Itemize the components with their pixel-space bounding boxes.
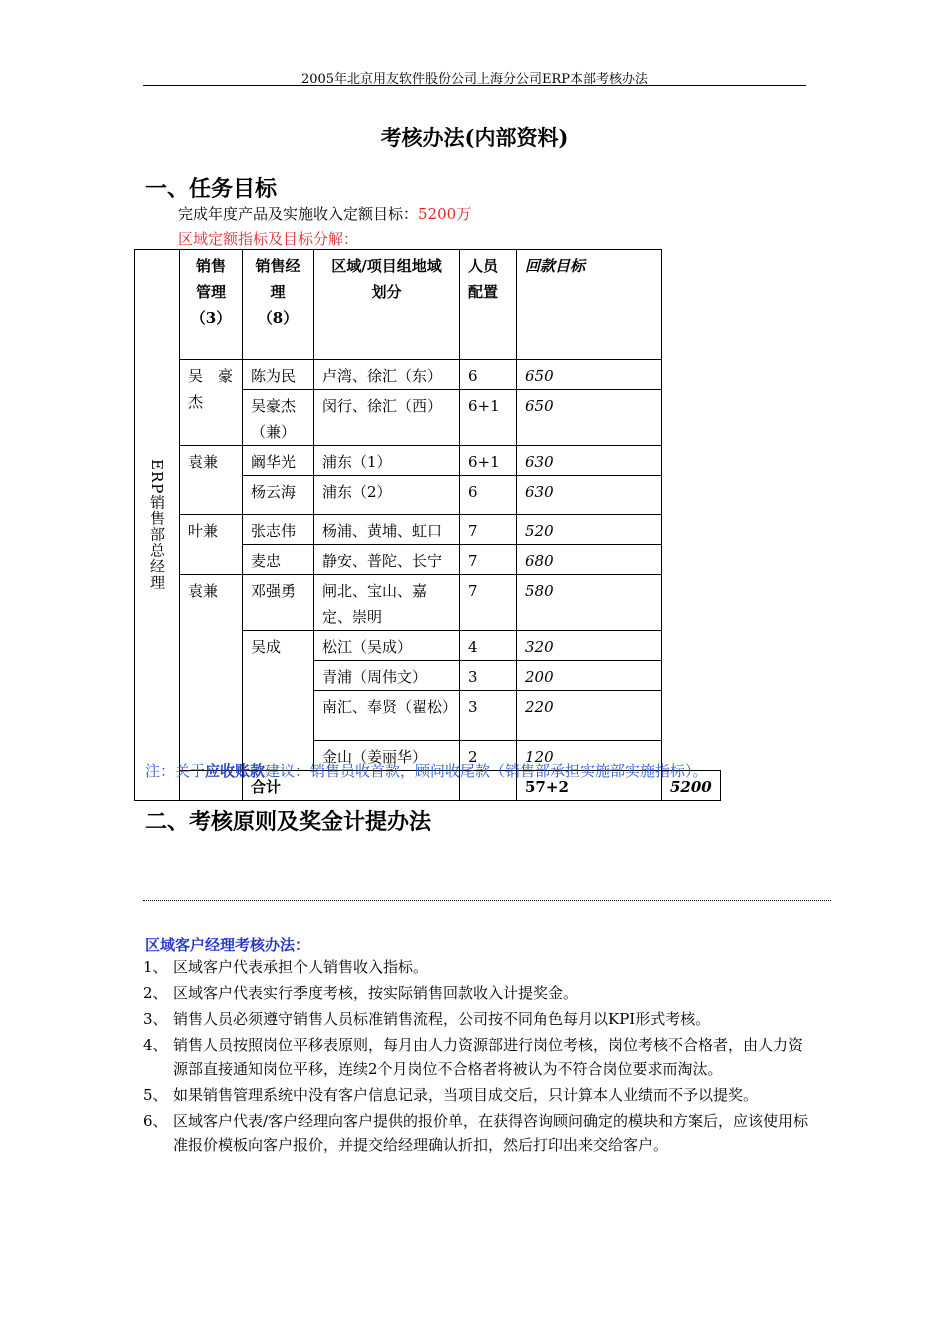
header-region: 区域/项目组地域 划分	[314, 250, 460, 360]
list-item: 5、 如果销售管理系统中没有客户信息记录，当项目成交后，只计算本人业绩而不予以提奖。	[143, 1086, 759, 1104]
manager-cell: 邓强勇	[243, 575, 314, 631]
target-cell: 200	[517, 661, 662, 691]
manager-cell: 阚华光	[243, 446, 314, 476]
quota-table	[134, 249, 721, 801]
staff-cell: 6	[460, 476, 517, 515]
staff-cell: 6+1	[460, 446, 517, 476]
staff-cell: 3	[460, 661, 517, 691]
target-line	[178, 203, 471, 224]
region-cell: 闵行、徐汇（西）	[314, 390, 460, 446]
manager-cell: 陈为民	[243, 360, 314, 390]
total-staff: 57+2	[517, 771, 662, 801]
staff-cell: 4	[460, 631, 517, 661]
section3-title: 区域客户经理考核办法：	[145, 936, 311, 954]
target-cell: 220	[517, 691, 662, 741]
manager-cell: 杨云海	[243, 476, 314, 515]
section1-heading: 一、任务目标	[145, 177, 278, 202]
list-item: 4、 销售人员按照岗位平移表原则，每月由人力资源部进行岗位考核，岗位考核不合格者，由人力资源部直接通知岗位平移，连续2个月岗位不合格者将被认为不符合岗位要求而淘汰。	[143, 1036, 804, 1078]
page-header: 2005年北京用友软件股份公司上海分公司ERP本部考核办法	[300, 72, 649, 87]
region-cell: 浦东（1）	[314, 446, 460, 476]
section2-heading: 二、考核原则及奖金计提办法	[145, 810, 432, 835]
target-value: 5200万	[418, 205, 472, 223]
total-target: 5200	[662, 771, 721, 801]
target-cell: 650	[517, 360, 662, 390]
manager-cell: 吴成	[243, 631, 314, 771]
note-suffix: 建议：销售员收首款，顾问收尾款（销售部承担实施部实施指标）。	[265, 762, 708, 780]
region-cell: 闸北、宝山、嘉定、崇明	[314, 575, 460, 631]
dotted-divider	[143, 900, 831, 901]
table-row	[135, 515, 721, 545]
group-cell: 袁兼	[180, 446, 243, 515]
table-header-row	[135, 250, 721, 360]
total-label: 合计	[243, 771, 460, 801]
target-cell: 630	[517, 446, 662, 476]
header-target: 回款目标	[517, 250, 662, 360]
region-cell: 浦东（2）	[314, 476, 460, 515]
target-cell: 630	[517, 476, 662, 515]
region-cell: 青浦（周伟文）	[314, 661, 460, 691]
breakdown-caption: 区域定额指标及目标分解：	[178, 230, 359, 248]
staff-cell: 6+1	[460, 390, 517, 446]
manager-cell: 张志伟	[243, 515, 314, 545]
region-cell: 南汇、奉贤（翟松）	[314, 691, 460, 741]
region-cell: 松江（吴成）	[314, 631, 460, 661]
list-item: 2、 区域客户代表实行季度考核，按实际销售回款收入计提奖金。	[143, 984, 579, 1002]
target-cell: 680	[517, 545, 662, 575]
table-row	[135, 575, 721, 631]
table-row	[135, 446, 721, 476]
side-label: ERP销售部总经理	[135, 250, 180, 801]
note-prefix: 注：关于	[145, 762, 206, 780]
target-cell: 120	[517, 741, 662, 771]
list-item: 6、 区域客户代表/客户经理向客户提供的报价单，在获得咨询顾问确定的模块和方案后，应该使用标准报价模板向客户报价，并提交给经理确认折扣，然后打印出来交给客户。	[143, 1112, 809, 1154]
staff-cell: 7	[460, 515, 517, 545]
target-label: 完成年度产品及实施收入定额目标：	[178, 205, 419, 223]
note-line	[145, 760, 708, 781]
region-cell: 静安、普陀、长宁	[314, 545, 460, 575]
list-item: 1、 区域客户代表承担个人销售收入指标。	[143, 958, 429, 976]
staff-cell: 7	[460, 545, 517, 575]
header-mgmt: 销售 管理 （3）	[180, 250, 243, 360]
target-cell: 650	[517, 390, 662, 446]
manager-cell: 吴豪杰（兼）	[243, 390, 314, 446]
staff-cell: 2	[460, 741, 517, 771]
rules-list	[143, 955, 813, 1159]
staff-cell: 3	[460, 691, 517, 741]
target-cell: 580	[517, 575, 662, 631]
target-cell: 520	[517, 515, 662, 545]
group-cell: 吴 豪杰	[180, 360, 243, 446]
region-cell: 金山（姜丽华）	[314, 741, 460, 771]
header-manager: 销售经 理 （8）	[243, 250, 314, 360]
staff-cell: 6	[460, 360, 517, 390]
header-rule	[143, 85, 806, 86]
group-cell: 叶兼	[180, 515, 243, 575]
region-cell: 卢湾、徐汇（东）	[314, 360, 460, 390]
header-staff: 人员 配置	[460, 250, 517, 360]
note-bold: 应收账款	[205, 762, 266, 780]
region-cell: 杨浦、黄埔、虹口	[314, 515, 460, 545]
group-cell: 袁兼	[180, 575, 243, 771]
target-cell: 320	[517, 631, 662, 661]
manager-cell: 麦忠	[243, 545, 314, 575]
staff-cell: 7	[460, 575, 517, 631]
list-item: 3、 销售人员必须遵守销售人员标准销售流程，公司按不同角色每月以KPI形式考核。	[143, 1010, 711, 1028]
document-title: 考核办法(内部资料)	[380, 125, 569, 150]
table-row	[135, 360, 721, 390]
